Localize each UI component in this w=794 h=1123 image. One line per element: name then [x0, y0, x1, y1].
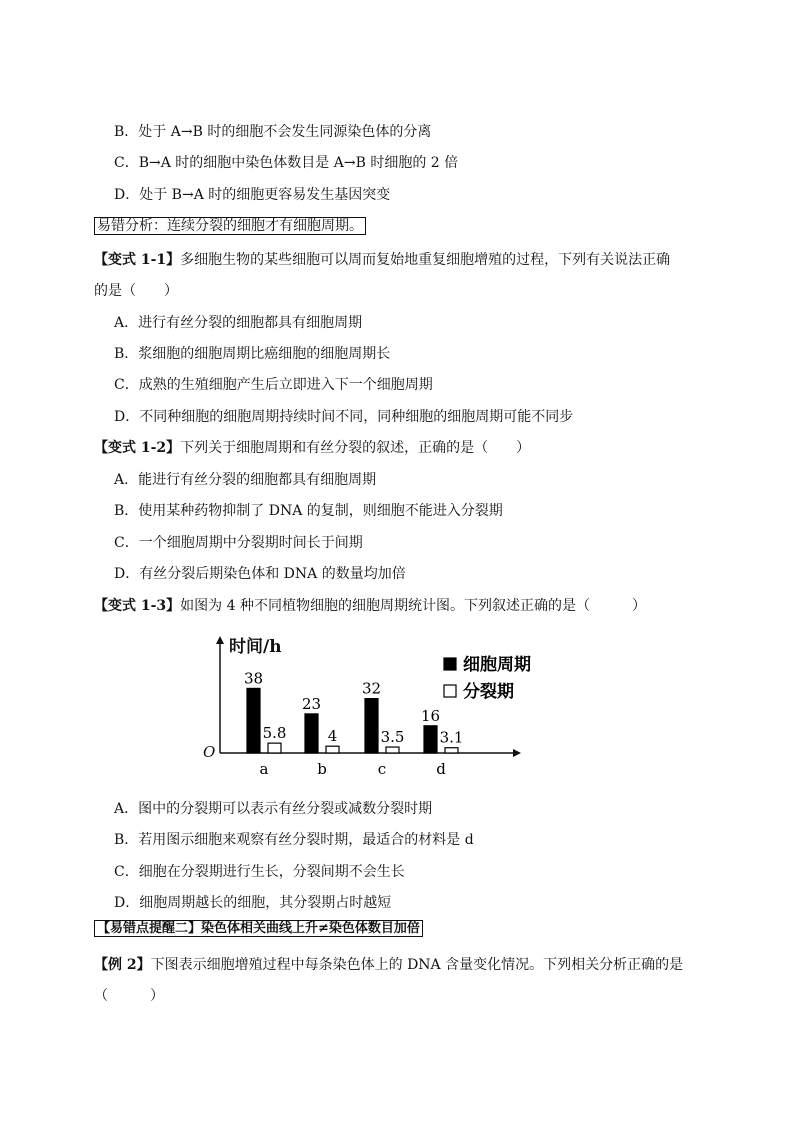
- error-analysis-text: 易错分析：连续分裂的细胞才有细胞周期。: [94, 217, 366, 235]
- bar-分裂期-a: [268, 743, 281, 753]
- variant-tag: 【变式 1-1】: [94, 252, 181, 268]
- option-c: C．成熟的生殖细胞产生后立即进入下一个细胞周期: [114, 377, 433, 393]
- bar-细胞周期-b: [305, 714, 318, 753]
- question-text: 多细胞生物的某些细胞可以周而复始地重复细胞增殖的过程，下列有关说法正确: [180, 252, 671, 268]
- option-a: A．进行有丝分裂的细胞都具有细胞周期: [114, 315, 363, 331]
- option-c: C．一个细胞周期中分裂期时间长于间期: [114, 535, 363, 551]
- option-b: B．使用某种药物抑制了 DNA 的复制，则细胞不能进入分裂期: [114, 503, 503, 519]
- error-point-heading: [94, 918, 423, 938]
- y-axis-label: 时间/h: [229, 637, 282, 657]
- legend-swatch: [444, 658, 456, 670]
- example-2-stem: [94, 955, 683, 975]
- x-tick-label: b: [317, 760, 327, 778]
- option-a: A．图中的分裂期可以表示有丝分裂或减数分裂时期: [114, 801, 433, 817]
- option-d: D．有丝分裂后期染色体和 DNA 的数量均加倍: [114, 566, 406, 582]
- legend-label: 细胞周期: [463, 655, 531, 675]
- data-label: 4: [327, 727, 338, 746]
- error-point-heading-text: 【易错点提醒二】染色体相关曲线上升≠染色体数目加倍: [94, 920, 423, 937]
- question-text: 如图为 4 种不同植物细胞的细胞周期统计图。下列叙述正确的是（ ）: [180, 598, 646, 614]
- data-label: 16: [420, 706, 441, 725]
- question-text: 下图表示细胞增殖过程中每条染色体上的 DNA 含量变化情况。下列相关分析正确的是: [150, 957, 684, 973]
- option-d: D．细胞周期越长的细胞，其分裂期占时越短: [114, 895, 392, 911]
- error-analysis-box: [94, 216, 366, 236]
- variant-1-2-stem: [94, 438, 530, 458]
- x-tick-label: a: [259, 760, 269, 778]
- variant-1-1-stem: [94, 250, 670, 270]
- data-label: 5.8: [262, 724, 287, 743]
- data-label: 38: [243, 669, 264, 688]
- legend-label: 分裂期: [463, 682, 514, 702]
- cell-cycle-bar-chart: [195, 628, 535, 780]
- data-label: 3.1: [439, 728, 464, 747]
- bar-分裂期-c: [386, 747, 399, 753]
- question-text: 下列关于细胞周期和有丝分裂的叙述，正确的是（ ）: [180, 440, 531, 456]
- example-2-stem-cont: （ ）: [94, 988, 164, 1004]
- x-axis-arrow: [513, 749, 521, 757]
- x-tick-label: c: [377, 760, 387, 778]
- option-d: D．不同种细胞的细胞周期持续时间不同，同种细胞的细胞周期可能不同步: [114, 409, 574, 425]
- option-b: B．若用图示细胞来观察有丝分裂时期，最适合的材料是 d: [114, 832, 474, 848]
- option-b: B．处于 A→B 时的细胞不会发生同源染色体的分离: [114, 124, 432, 140]
- option-c: C．B→A 时的细胞中染色体数目是 A→B 时细胞的 2 倍: [114, 155, 459, 171]
- legend-swatch: [444, 685, 456, 697]
- bar-细胞周期-c: [365, 699, 378, 753]
- option-c: C．细胞在分裂期进行生长，分裂间期不会生长: [114, 864, 405, 880]
- option-b: B．浆细胞的细胞周期比癌细胞的细胞周期长: [114, 346, 391, 362]
- variant-1-3-stem: [94, 596, 646, 616]
- y-axis-arrow: [216, 636, 224, 644]
- bar-细胞周期-a: [247, 688, 260, 753]
- bar-分裂期-d: [445, 748, 458, 753]
- data-label: 3.5: [380, 728, 405, 747]
- data-label: 23: [301, 694, 322, 713]
- data-label: 32: [361, 679, 382, 698]
- bar-分裂期-b: [326, 746, 339, 753]
- option-a: A．能进行有丝分裂的细胞都具有细胞周期: [114, 472, 377, 488]
- variant-1-1-stem-cont: 的是（ ）: [94, 283, 178, 299]
- x-tick-label: d: [436, 760, 446, 778]
- origin-label: O: [203, 743, 216, 761]
- bar-细胞周期-d: [424, 726, 437, 753]
- option-d: D．处于 B→A 时的细胞更容易发生基因突变: [114, 187, 391, 203]
- variant-tag: 【变式 1-2】: [94, 440, 181, 456]
- variant-tag: 【变式 1-3】: [94, 598, 181, 614]
- example-tag: 【例 2】: [94, 957, 151, 973]
